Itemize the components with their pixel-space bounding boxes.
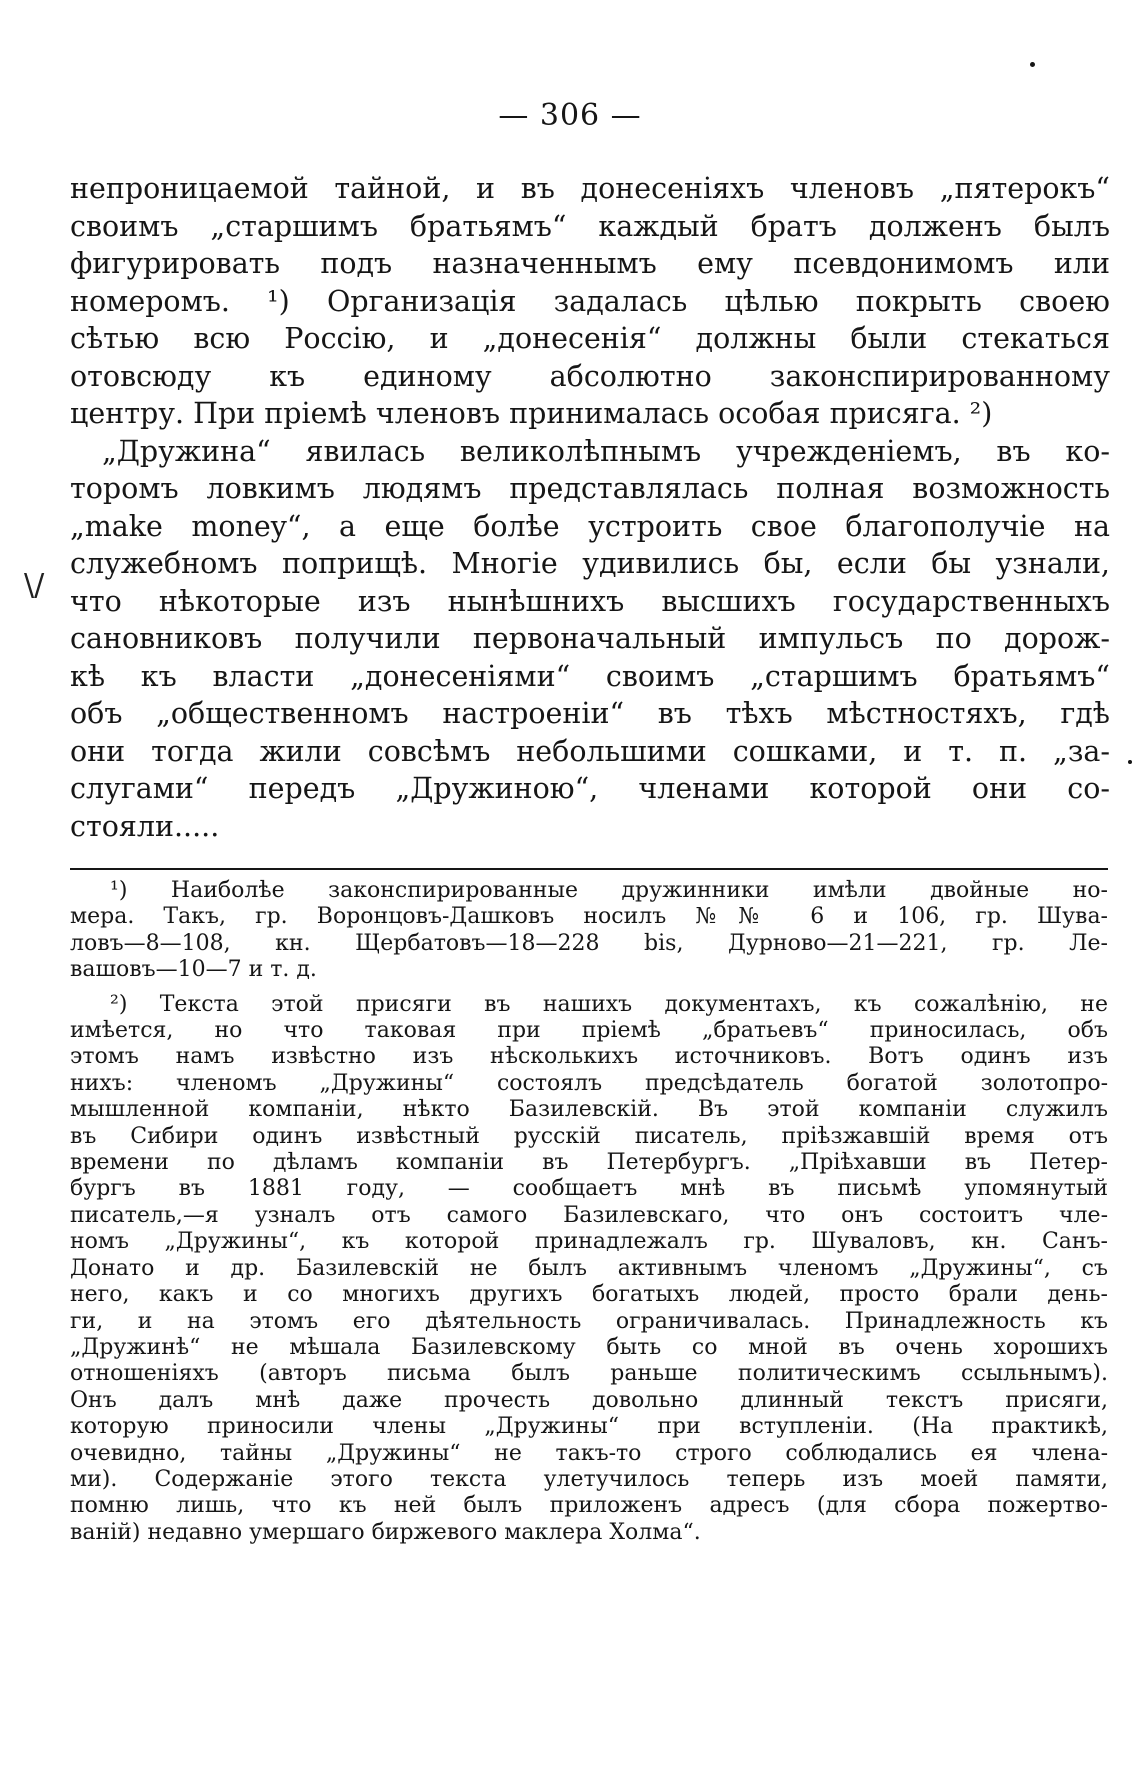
footnote-line: имѣется, но что таковая при пріемѣ „братьевъ“ приносилась, объ [70, 1018, 1108, 1044]
margin-annotation-mark: \/ [24, 568, 45, 603]
footnote-line: ²) Текста этой присяги въ нашихъ документахъ, къ сожалѣнію, не [110, 991, 1108, 1017]
text-line: они тогда жили совсѣмъ небольшими сошками, и т. п. „за- [70, 734, 1110, 768]
footnote-1 [70, 878, 1108, 984]
scan-speck [1030, 62, 1035, 67]
footnote-line: ваній) недавно умершаго биржевого маклера Холма“. [70, 1519, 701, 1545]
text-line: сѣтью всю Россію, и „донесенія“ должны были стекаться [70, 322, 1110, 355]
footnote-line: ги, и на этомъ его дѣятельность ограничивалась. Принадлежность къ [70, 1308, 1108, 1334]
main-body-text [70, 170, 1110, 845]
footnote-line: номъ „Дружины“, къ которой принадлежалъ гр. Шуваловъ, кн. Санъ- [70, 1229, 1108, 1255]
footnote-line: бургъ въ 1881 году, — сообщаетъ мнѣ въ письмѣ упомянутый [70, 1176, 1108, 1202]
text-line: что нѣкоторые изъ нынѣшнихъ высшихъ государственныхъ [70, 584, 1110, 618]
text-line: отовсюду къ единому абсолютно законспирированному [70, 359, 1110, 393]
text-line: фигурировать подъ назначеннымъ ему псевдонимомъ или [70, 247, 1110, 280]
footnote-line: него, какъ и со многихъ другихъ богатыхъ людей, просто брали день- [70, 1282, 1108, 1308]
footnote-line: этомъ намъ извѣстно изъ нѣсколькихъ источниковъ. Вотъ одинъ изъ [70, 1044, 1108, 1070]
text-line: непроницаемой тайной, и въ донесеніяхъ членовъ „пятерокъ“ [70, 172, 1110, 205]
footnote-line: ми). Содержаніе этого текста улетучилось теперь изъ моей памяти, [70, 1466, 1108, 1492]
text-line: торомъ ловкимъ людямъ представлялась полная возможность [70, 472, 1110, 505]
footnote-line: Донато и др. Базилевскій не былъ активнымъ членомъ „Дружины“, съ [70, 1255, 1108, 1281]
text-line: сановниковъ получили первоначальный импульсъ по дорож- [70, 622, 1110, 655]
footnote-line: нихъ: членомъ „Дружины“ состоялъ предсѣдатель богатой золотопро- [70, 1070, 1108, 1096]
text-line: служебномъ поприщѣ. Многіе удивились бы, если бы узнали, [70, 547, 1110, 580]
footnote-line: писатель,—я узналъ отъ самого Базилевскаго, что онъ состоитъ чле- [70, 1202, 1108, 1228]
footnote-line: отношеніяхъ (авторъ письма былъ раньше политическимъ ссыльнымъ). [70, 1361, 1108, 1387]
footnote-line: вашовъ—10—7 и т. д. [70, 957, 317, 983]
footnote-line: которую приносили члены „Дружины“ при вступленіи. (На практикѣ, [70, 1414, 1108, 1440]
footnote-line: времени по дѣламъ компаніи въ Петербургъ. „Пріѣхавши въ Петер- [70, 1150, 1108, 1176]
footnote-divider [70, 868, 1108, 870]
footnote-line: ¹) Наиболѣе законспирированные дружинники имѣли двойные но- [110, 878, 1108, 903]
footnote-line: мышленной компаніи, нѣкто Базилевскій. Въ этой компаніи служилъ [70, 1097, 1108, 1123]
text-line: номеромъ. ¹) Организація задалась цѣлью покрыть своею [70, 284, 1110, 318]
text-line: „make money“, а еще болѣе устроить свое благополучіе на [70, 509, 1110, 543]
footnote-line: ловъ—8—108, кн. Щербатовъ—18—228 bis, Дурново—21—221, гр. Ле- [70, 930, 1108, 956]
text-line: объ „общественномъ настроеніи“ въ тѣхъ мѣстностяхъ, гдѣ [70, 697, 1110, 730]
footnote-line: Онъ далъ мнѣ даже прочесть довольно длинный текстъ присяги, [70, 1387, 1108, 1413]
scan-speck [1128, 760, 1132, 764]
footnotes [70, 878, 1108, 1554]
text-line: слугами“ передъ „Дружиною“, членами которой они со- [70, 772, 1110, 805]
footnote-line: мера. Такъ, гр. Воронцовъ-Дашковъ носилъ №№ 6 и 106, гр. Шува- [70, 904, 1108, 930]
footnote-line: помню лишь, что къ ней былъ приложенъ адресъ (для сбора пожертво- [70, 1493, 1108, 1519]
text-line: своимъ „старшимъ братьямъ“ каждый братъ долженъ былъ [70, 209, 1110, 243]
text-line: кѣ къ власти „донесеніями“ своимъ „старшимъ братьямъ“ [70, 659, 1110, 693]
footnote-line: „Дружинѣ“ не мѣшала Базилевскому быть со мной въ очень хорошихъ [70, 1334, 1108, 1360]
footnote-line: въ Сибири одинъ извѣстный русскій писатель, пріѣзжавшій время отъ [70, 1123, 1108, 1149]
text-line: „Дружина“ явилась великолѣпнымъ учрежденіемъ, въ ко- [102, 434, 1110, 468]
footnote-2 [70, 992, 1108, 1547]
page-number: — 306 — [498, 98, 642, 133]
text-line: стояли..... [70, 809, 220, 843]
text-line: центру. При пріемѣ членовъ принималась особая присяга. ²) [70, 397, 993, 430]
footnote-line: очевидно, тайны „Дружины“ не такъ-то строго соблюдались ея члена- [70, 1440, 1108, 1466]
